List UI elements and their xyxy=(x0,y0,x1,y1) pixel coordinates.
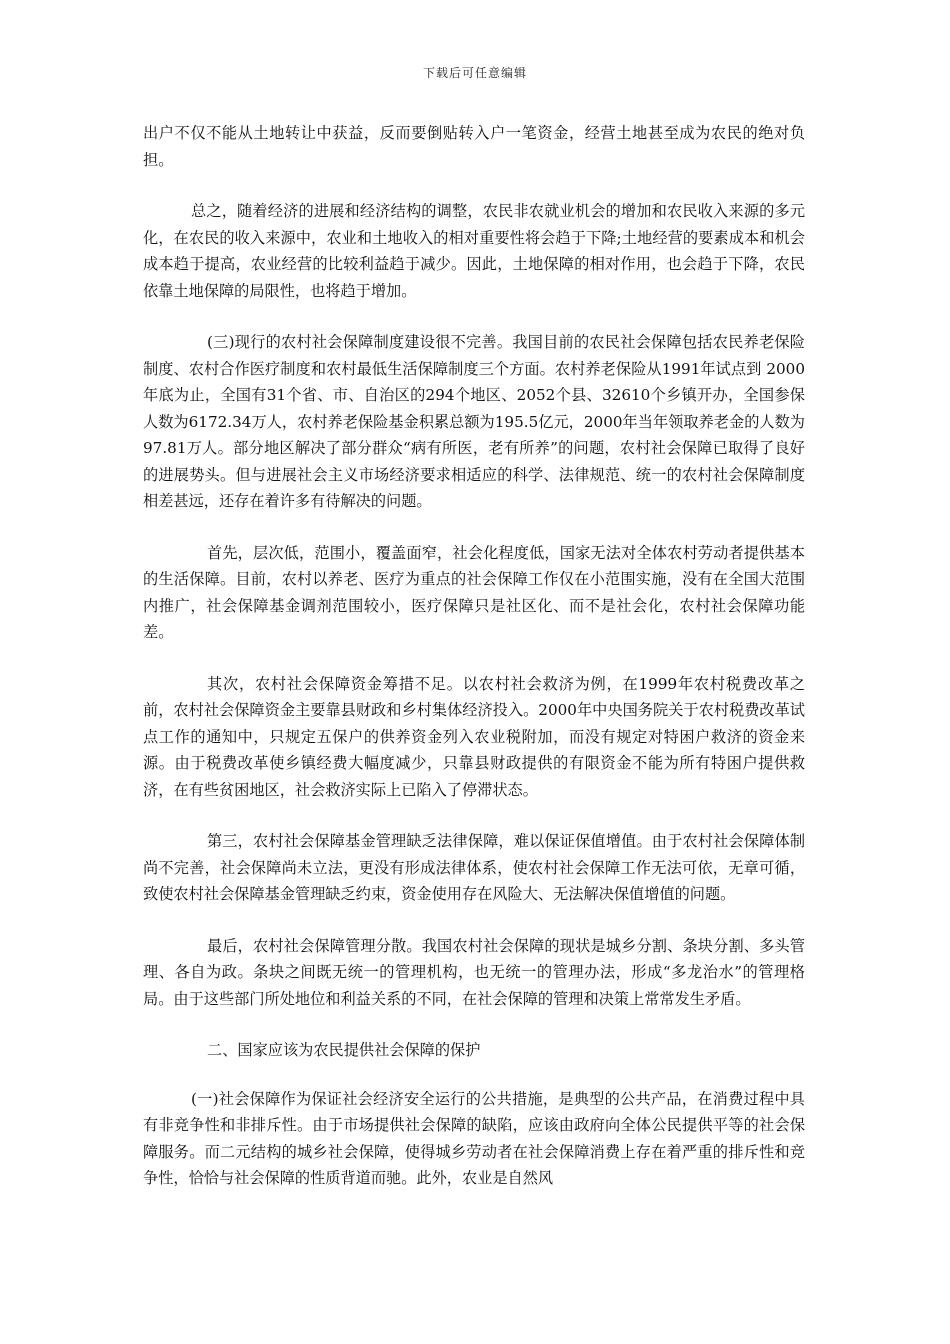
paragraph-2: 总之，随着经济的进展和经济结构的调整，农民非农就业机会的增加和农民收入来源的多元化，在农民的收入来源中，农业和土地收入的相对重要性将会趋于下降;土地经营的要素成本和机会成本趋于提高，农业经营的比较利益趋于减少。因此，土地保障的相对作用，也会趋于下降，农民依靠土地保障的局限性，也将趋于增加。 xyxy=(143,202,805,300)
section-heading: 二、国家应该为农民提供社会保障的保护 xyxy=(207,1041,481,1059)
page-header: 下载后可任意编辑 xyxy=(422,66,527,80)
paragraph-4: 首先，层次低，范围小，覆盖面窄，社会化程度低，国家无法对全体农村劳动者提供基本的生活保障。目前，农村以养老、医疗为重点的社会保障工作仅在小范围实施，没有在全国大范围内推广，社会保障基金调剂范围较小，医疗保障只是社区化、而不是社会化，农村社会保障功能差。 xyxy=(143,543,805,641)
paragraph-8: (一)社会保障作为保证社会经济安全运行的公共措施，是典型的公共产品，在消费过程中具有非竞争性和非排斥性。由于市场提供社会保障的缺陷，应该由政府向全体公民提供平等的社会保障服务。而二元结构的城乡社会保障，使得城乡劳动者在社会保障消费上存在着严重的排斥性和竞争性，恰恰与社会保障的性质背道而驰。此外，农业是自然风 xyxy=(143,1089,805,1187)
paragraph-3: (三)现行的农村社会保障制度建设很不完善。我国目前的农民社会保障包括农民养老保险制度、农村合作医疗制度和农村最低生活保障制度三个方面。农村养老保险从1991年试点到 2000年底为止，全国有31个省、市、自治区的294个地区、2052个县、32610个乡镇开办，全国参保人数为6172.34万人，农村养老保险基金积累总额为195.5亿元，2000年当年领取养老金的人数为97.81万人。部分地区解决了部分群众“病有所医，老有所养”的问题，农村社会保障已取得了良好的进展势头。但与进展社会主义市场经济要求相适应的科学、法律规范、统一的农村社会保障制度相差甚远，还存在着许多有待解决的问题。 xyxy=(143,333,805,510)
document-body xyxy=(143,120,805,1217)
paragraph-5: 其次，农村社会保障资金筹措不足。以农村社会救济为例，在1999年农村税费改革之前，农村社会保障资金主要靠县财政和乡村集体经济投入。2000年中央国务院关于农村税费改革试点工作的通知中，只规定五保户的供养资金列入农业税附加，而没有规定对特困户救济的资金来源。由于税费改革使乡镇经费大幅度减少，只靠县财政提供的有限资金不能为所有特困户提供救济，在有些贫困地区，社会救济实际上已陷入了停滞状态。 xyxy=(143,674,805,799)
paragraph-7: 最后，农村社会保障管理分散。我国农村社会保障的现状是城乡分割、条块分割、多头管理、各自为政。条块之间既无统一的管理机构，也无统一的管理办法，形成“多龙治水”的管理格局。由于这些部门所处地位和利益关系的不同，在社会保障的管理和决策上常常发生矛盾。 xyxy=(143,936,805,1008)
paragraph-1: 出户不仅不能从土地转让中获益，反而要倒贴转入户一笔资金，经营土地甚至成为农民的绝对负担。 xyxy=(143,124,805,169)
paragraph-6: 第三，农村社会保障基金管理缺乏法律保障，难以保证保值增值。由于农村社会保障体制尚不完善，社会保障尚未立法，更没有形成法律体系，使农村社会保障工作无法可依，无章可循，致使农村社会保障基金管理缺乏约束，资金使用存在风险大、无法解决保值增值的问题。 xyxy=(143,832,805,903)
